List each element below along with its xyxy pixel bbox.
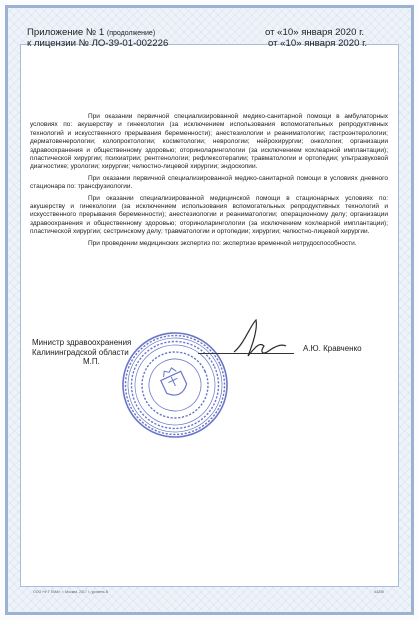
- handwritten-signature: [230, 316, 290, 366]
- signatory-name: А.Ю. Кравченко: [303, 344, 362, 353]
- form-code: А4255: [374, 590, 385, 594]
- date-line-2: от «10» января 2020 г.: [268, 38, 368, 49]
- paragraph-outpatient: При оказании первичной специализированной медико-санитарной помощи в амбулаторных условиях по: акушерству и гинекологии (за исключением использования вспомогательных репродуктивных технологий и искусственного прерывания беременности); анестезиологии и реаниматологии; гастроэнтерологии; дерматовенерологии; колопроктологии; косметологии; неврологии; нейрохирургии; онкологии; организации здравоохранения и общественному здоровью; оториноларингологии (за исключением кохлеарной имплантации); пластической хирургии; психиатрии; рентгенологии; рефлексотерапии; травматологии и ортопедии; ультразвуковой диагностике; урологии; хирургии; челюстно-лицевой хирургии; эндоскопии.: [30, 113, 388, 171]
- paragraph-inpatient: При оказании специализированной медицинской помощи в стационарных условиях по: акушерству и гинекологии (за исключением использования вспомогательных репродуктивных технологий и искусственного прерывания беременности); анестезиологии и реаниматологии; операционному делу; организации здравоохранения и общественному здоровью; оториноларингологии (за исключением кохлеарной имплантации); пластической хирургии; сестринскому делу; травматологии и ортопедии; хирургии; челюстно-лицевой хирургии.: [30, 194, 388, 236]
- license-body: [30, 113, 388, 248]
- position-line-1: Министр здравоохранения: [32, 338, 132, 347]
- license-number: к лицензии № ЛО-39-01-002226: [27, 38, 169, 49]
- stamp-place: М.П.: [83, 357, 100, 367]
- official-seal-stamp: [120, 330, 230, 440]
- appendix-note: (продолжение): [106, 30, 156, 37]
- appendix-title: Приложение № 1: [27, 27, 105, 38]
- paragraph-expertise: При проведении медицинских экспертиз по: экспертизе временной нетрудоспособности.: [88, 239, 357, 247]
- paragraph-day-hospital: При оказании первичной специализированной медико-санитарной помощи в условиях дневного стационара по: трансфузиологии.: [30, 174, 388, 191]
- signatory-title: [32, 338, 131, 367]
- printer-imprint: ООО «Ф Т ЕМА», г. Москва, 2017 г., уровень В: [33, 590, 108, 594]
- signature-line: [198, 353, 294, 354]
- position-line-2: Калининградской области: [32, 347, 129, 357]
- date-line-1: от «10» января 2020 г.: [265, 27, 365, 38]
